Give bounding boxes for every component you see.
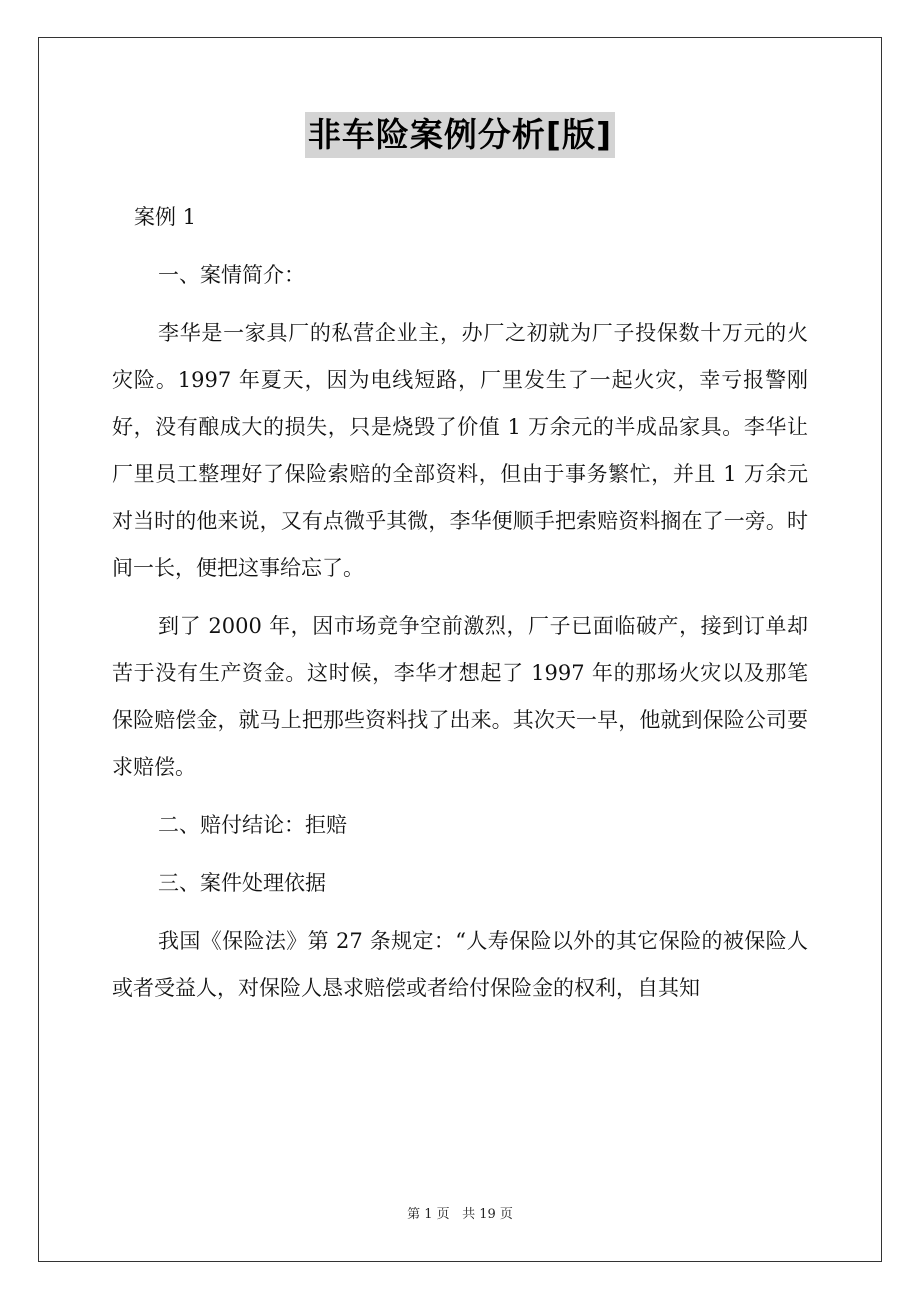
section-heading-case-summary: 一、案情简介： bbox=[158, 263, 305, 287]
page-total: 共 19 页 bbox=[462, 1207, 513, 1222]
document-title: 非车险案例分析[版] bbox=[305, 112, 615, 158]
paragraph: 李华是一家具厂的私营企业主，办厂之初就为厂子投保数十万元的火灾险。1997 年夏天，因为电线短路，厂里发生了一起火灾，幸亏报警刚好，没有酿成大的损失，只是烧毁了价值 1 万余元的半成品家具。李华让厂里员工整理好了保险索赔的全部资料，但由于事务繁忙，并且 1 万余元对当时的他来说，又有点微乎其微，李华便顺手把索赔资料搁在了一旁。时间一长，便把这事给忘了。 bbox=[112, 321, 808, 580]
section-heading-conclusion: 二、赔付结论：拒赔 bbox=[158, 813, 347, 837]
case-label: 案例 1 bbox=[134, 205, 197, 229]
title-container bbox=[0, 112, 920, 158]
section-heading-basis: 三、案件处理依据 bbox=[158, 871, 326, 895]
paragraph: 我国《保险法》第 27 条规定：“人寿保险以外的其它保险的被保险人或者受益人，对保险人恳求赔偿或者给付保险金的权利，自其知 bbox=[112, 929, 808, 1000]
document-body bbox=[112, 194, 808, 1023]
paragraph: 到了 2000 年，因市场竞争空前激烈，厂子已面临破产，接到订单却苦于没有生产资金。这时候，李华才想起了 1997 年的那场火灾以及那笔保险赔偿金，就马上把那些资料找了出来。其次天一早，他就到保险公司要求赔偿。 bbox=[112, 614, 808, 779]
page-number: 第 1 页 bbox=[407, 1207, 450, 1222]
page-footer bbox=[0, 1205, 920, 1225]
